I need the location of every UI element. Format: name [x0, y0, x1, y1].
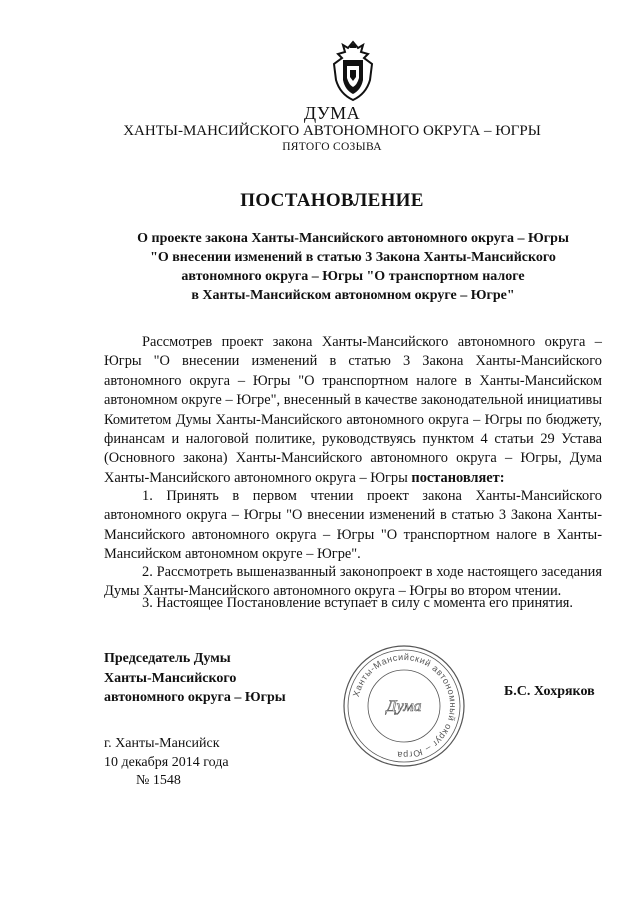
subject-line: О проекте закона Ханты-Мансийского автономного округа – Югры — [137, 231, 569, 246]
chairman-title-line: Председатель Думы — [104, 651, 231, 666]
subject-line: автономного округа – Югры "О транспортном налоге — [181, 269, 525, 284]
header-duma: ДУМА — [303, 103, 361, 123]
header-okrug: ХАНТЫ-МАНСИЙСКОГО АВТОНОМНОГО ОКРУГА – ЮГРЫ — [123, 123, 541, 139]
subject-line: "О внесении изменений в статью 3 Закона Ханты-Мансийского — [150, 250, 556, 265]
official-stamp — [340, 642, 468, 770]
signer-name: Б.С. Хохряков — [504, 684, 595, 699]
document-number: № 1548 — [136, 773, 181, 788]
place-date-block — [104, 735, 229, 791]
chairman-title-line: автономного округа – Югры — [104, 690, 286, 705]
header-convocation: ПЯТОГО СОЗЫВА — [282, 141, 382, 153]
coat-of-arms-icon — [328, 40, 378, 102]
resolution-item-1: 1. Принять в первом чтении проект закона Ханты-Мансийского автономного округа – Югры "О внесении изменений в статью 3 Закона Ханты-Мансийского автономного округа – Югры "О транспортном налоге в Ханты-Мансийском автономном округе – Югре". — [104, 488, 602, 563]
date: 10 декабря 2014 года — [104, 754, 229, 770]
intro-paragraph — [104, 333, 602, 488]
intro-verb: постановляет: — [411, 469, 505, 486]
subject-line: в Ханты-Мансийском автономном округе – Югре" — [191, 288, 515, 303]
intro-text: Рассмотрев проект закона Ханты-Мансийского автономного округа – Югры "О внесении изменений в статью 3 Закона Ханты-Мансийского автономного округа – Югры "О транспортном налоге в Ханты-Мансийском автономном округе – Югре", внесенный в качестве законодательной инициативы Комитетом Думы Ханты-Мансийского автономного округа – Югры по бюджету, финансам и налоговой политике, руководствуясь пунктом 4 статьи 29 Устава (Основного закона) Ханты-Мансийского автономного округа – Югры, Дума Ханты-Мансийского автономного округа – Югры — [104, 334, 602, 486]
stamp-ring-text: Ханты-Мансийский автономный округ – Югра — [350, 651, 459, 761]
resolution-item-3: 3. Настоящее Постановление вступает в силу с момента его принятия. — [142, 595, 574, 611]
city: г. Ханты-Мансийск — [104, 736, 220, 751]
document-subject — [108, 229, 598, 305]
chairman-title-line: Ханты-Мансийского — [104, 670, 237, 686]
chairman-title — [104, 649, 286, 708]
document-type: ПОСТАНОВЛЕНИЕ — [240, 190, 424, 211]
stamp-center-text: Дума — [386, 698, 422, 715]
resolution-item-2: 2. Рассмотреть вышеназванный законопроект в ходе настоящего заседания Думы Ханты-Мансийского автономного округа – Югры во втором чтении. — [104, 564, 602, 600]
